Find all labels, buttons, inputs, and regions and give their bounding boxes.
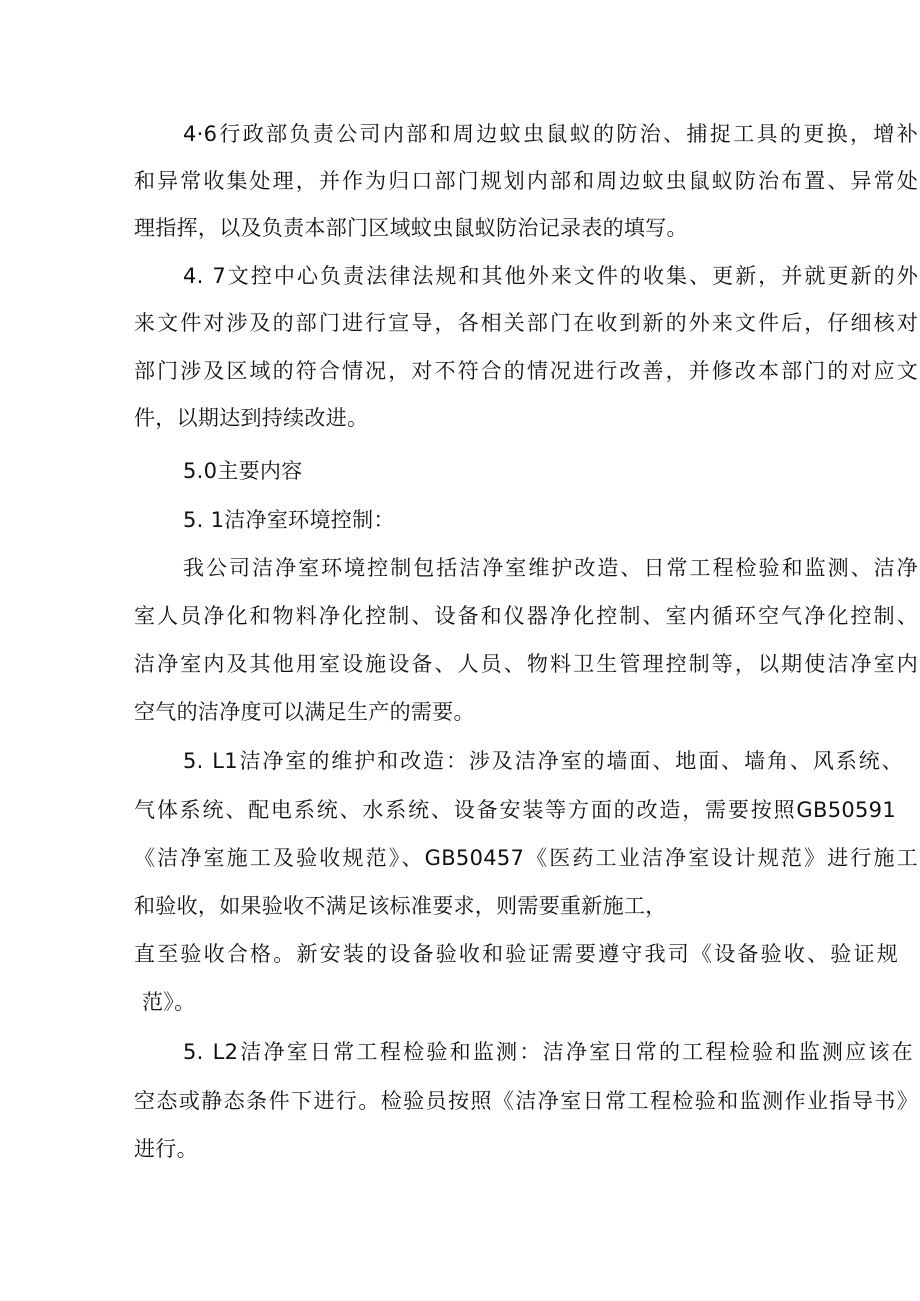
paragraph-4-7-line-2: 来文件对涉及的部门进行宣导，各相关部门在收到新的外来文件后，仔细核对	[134, 311, 918, 335]
heading-5-1: 5. 1洁净室环境控制：	[183, 508, 395, 532]
paragraph-4-6-line-2: 和异常收集处理，并作为归口部门规划内部和周边蚊虫鼠蚁防治布置、异常处	[134, 169, 918, 193]
paragraph-5-l1-line-6: 范》。	[142, 990, 196, 1014]
paragraph-4-7-line-1: 4. 7文控中心负责法律法规和其他外来文件的收集、更新，并就更新的外	[183, 264, 918, 288]
paragraph-5-1-line-4: 空气的洁净度可以满足生产的需要。	[134, 700, 475, 724]
paragraph-5-l1-line-3: 《洁净室施工及验收规范》、GB50457《医药工业洁净室设计规范》进行施工	[134, 846, 918, 870]
paragraph-5-1-line-3: 洁净室内及其他用室设施设备、人员、物料卫生管理控制等，以期使洁净室内	[134, 652, 918, 676]
paragraph-4-7-line-3: 部门涉及区域的符合情况，对不符合的情况进行改善，并修改本部门的对应文	[134, 359, 918, 383]
paragraph-4-6-line-1: 4·6行政部负责公司内部和周边蚊虫鼠蚁的防治、捕捉工具的更换，增补	[183, 122, 918, 146]
paragraph-5-l2-line-3: 进行。	[134, 1137, 198, 1161]
heading-5-0: 5.0主要内容	[183, 459, 303, 483]
paragraph-5-l1-line-1: 5. L1洁净室的维护和改造：涉及洁净室的墙面、地面、墙角、风系统、	[183, 749, 903, 773]
paragraph-5-l1-line-2: 气体系统、配电系统、水系统、设备安装等方面的改造，需要按照GB50591	[134, 798, 896, 822]
paragraph-5-l2-line-1: 5. L2洁净室日常工程检验和监测：洁净室日常的工程检验和监测应该在	[183, 1040, 913, 1064]
paragraph-5-l2-line-2: 空态或静态条件下进行。检验员按照《洁净室日常工程检验和监测作业指导书》	[134, 1089, 918, 1113]
paragraph-5-1-line-1: 我公司洁净室环境控制包括洁净室维护改造、日常工程检验和监测、洁净	[183, 556, 918, 580]
paragraph-5-l1-line-4: 和验收，如果验收不满足该标准要求，则需要重新施工，	[134, 894, 667, 918]
paragraph-4-6-line-3: 理指挥，以及负责本部门区域蚊虫鼠蚁防治记录表的填写。	[134, 216, 688, 240]
paragraph-5-l1-line-5: 直至验收合格。新安装的设备验收和验证需要遵守我司《设备验收、验证规	[134, 942, 898, 966]
paragraph-4-7-line-4: 件，以期达到持续改进。	[134, 406, 369, 430]
paragraph-5-1-line-2: 室人员净化和物料净化控制、设备和仪器净化控制、室内循环空气净化控制、	[134, 604, 918, 628]
